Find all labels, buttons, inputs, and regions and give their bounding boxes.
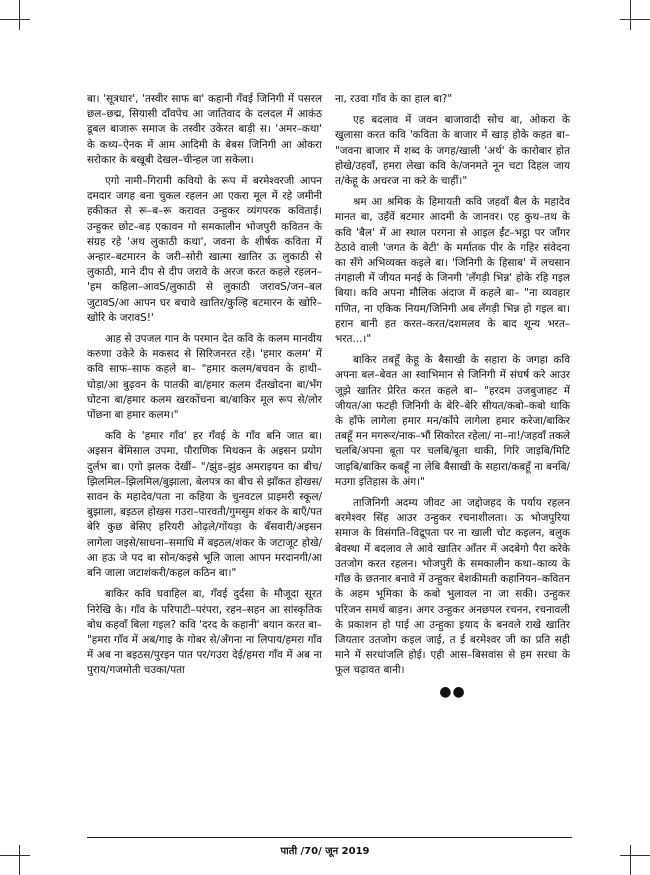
- page-footer: पाती /70/ जून 2019: [280, 846, 370, 857]
- paragraph: कवि के 'हमार गाँव' हर गँवई के गाँव बनि जात बा। अइसन बेमिसाल उपमा, पौराणिक मिथकन के अइसन प्रयोग दुर्लभ बा। एगो झलक देखीं– "/झुंड–झुंड अमराइयन का बीच/झिलमिल–झिलमिल/बुझाला, बेलपत्र का बीच से झाँकत होखस/सावन के महादेव/पता ना कहिया के चुनवटल प्राइमरी स्कूल/बुझाला, बइठल होखस गउरा–पारवती/गुमसुम शंकर के बाएँ/पत बेरि कुछ बेसिए हरियरी ओढ़ले/गोंयड़ा के बँसवारी/अइसन लागेला जइसे/साधना–समाधि में बइठल/शंकर के जटाजूट होखे/आ हऊ जे पद बा सोन/कइसे भूलि जाला आपन मरदानगी/आ बनि जाला जटाशंकरी/कहल कठिन बा।": [87, 430, 322, 580]
- paragraph: बाकिर कवि घवाहिल बा, गँवई दुर्दसा के मौजूदा सूरत निरेखि के। गाँव के परिपाटी–परंपरा, रहन–सहन आ सांस्कृतिक बोध कहवाँ बिला गइल? कवि 'दरद के कहानी' बयान करत बा– "हमरा गाँव में अब/गाइ के गोबर से/अँगना ना लिपाय/हमरा गाँव में अब ना बइठस/पुरइन पात पर/गउरा देई/हमरा गाँव में अब ना पुराय/गजमोती चउका/पता: [87, 588, 322, 677]
- left-column: [87, 92, 322, 685]
- paragraph: एह बदलाव में जवन बाजावादी सोच बा, ओकरा के खुलासा करत कवि 'कविता के बाजार में खाड़ होके कहत बा– "जवना बाजार में शब्द के जगह/खाली 'अर्थ' के कारोबार होत होखे/उहवाँ, हमरा लेखा कवि के/जनमते नून चटा दिहल जाय त/केहू के अचरज ना करे के चाहीं।": [335, 114, 570, 188]
- paragraph: बा। 'सूत्रधार', 'तस्वीर साफ बा' कहानी गँवई जिनिगी में पसरल छल–छद्म, सियासी दाँवपेच आ जातिवाद के दलदल में आकंठ डूबल बाजारू समाज के तस्वीर उकेरत बाड़ी स। 'अमर–कथा' के कथ्य–ऐनक में आम आदिमी के बेबस जिनिगी आ ओकरा सरोकार के बखूबी देखल–चीन्हल जा सकेला।: [87, 93, 322, 166]
- paragraph: एगो नामी–गिरामी कवियो के रूप में बरमेश्वरजी आपन दमदार जगह बना चुकल रहलन आ एकरा मूल में रहे जमीनी हकीकत से रू–ब–रू करावत उन्हुकर व्यंगपरक कविताई। उन्हुकर छोट–बड़ एकावन गो समकालीन भोजपुरी कवितन के संग्रह रहे 'अथ लुकाठी कथा', जवना के शीर्षक कविता में अन्हार–बटमारन के जरी–सोरी खात्मा खातिर ऊ लुकाठी से लुकाठी, माने दीप से दीप जरावे के अरज करत कहले रहलन– 'हम कहिला–आवS/लुकाठी से लुकाठी जरावS/जन–बल जुटावS/आ आपन घर बचावे खातिर/कुल्हि बटमारन के खोरि–खोरि के जरावS!': [87, 175, 322, 324]
- footer-rule: [87, 837, 572, 838]
- paragraph: ना, रउवा गाँव के का हाल बा?": [335, 93, 453, 105]
- paragraph: बाकिर तबहूँ केहू के बैसाखी के सहारा के जगहा कवि अपना बल–बेवत आ स्वाभिमान से जिनिगी में संघर्ष करे आउर जूझे खातिर प्रेरित करत कहले बा– "हरदम उजबुजाहट में जीयत/आ फटही जिनिगी के बेरि–बेरि सीयत/कबो–कबो थाकि के हाँफे लागेला हमार मन/काँपे लागेला हमार करेजा/बाकिर तबहूँ मन मगरूर/नाक–भौं सिकोरत रहेला/ ना–ना!/जहवाँ तकले चलबि/अपना बूता पर चलबि/बूता थाकी, गिरि जाइबि/मिटि जाइबि/बाकिर कबहूँ ना लेबि बैसाखी के सहारा/कबहूँ ना बनबि/मउगा इतिहास के अंग।": [335, 354, 570, 488]
- right-column: [335, 92, 570, 700]
- crop-mark-top-right: [610, 0, 650, 40]
- crop-mark-top-left: [0, 0, 40, 40]
- paragraph: श्रम आ श्रमिक के हिमायती कवि जहवाँ बैल के महादेव मानत बा, उहँवें बटमार आदमी के जानवर। एह कुथ–तथ के कवि 'बैल' में आ स्थाल परगना से आइल ईंट–भट्ठा पर जाँगर ठेठावे वाली 'जगत के बेटी' के मर्मातक पीर के गहिर संवेदना का सँगे अभिव्यक्त कइले बा। 'जिनिगी के हिसाब' में लचसान तंगहाली में जीयत मनई के जिनगी 'लँगड़ी भिन्न' होके रहि गइल बिया। कवि अपना मौलिक अंदाज में कहले बा– "ना व्यवहार गणित, ना एकिक नियम/जिनिगी अब लँगड़ी भिन्न हो गइल बा। हरान बानी हत करत–करत/दशमलव के बाद शून्य भरत–भरत...।": [335, 196, 570, 346]
- end-of-article-mark: ●●: [439, 683, 466, 700]
- paragraph: आह से उपजल गान के परमान देत कवि के कलम मानवीय करुणा उकेरे के मकसद से सिरिजनरत रहे। 'हमार कलम' में कवि साफ–साफ कहले बा– "हमार कलम/बचवन के हाथी–घोड़ा/आ बुढ़वन के पातकी बा/हमार कलम दँतखोदना बा/भँग घोटना बा/हमार कलम खरकोंचना बा/बाकिर मूल रूप से/लोर पोंछना बा हमार कलम।": [87, 333, 322, 422]
- paragraph: ताजिनिगी अदम्य जीवट आ जद्दोजहद के पर्याय रहलन बरमेश्वर सिंह आउर उन्हुकर रचनाशीलता। ऊ भोजपुरिया समाज के विसंगति–विद्रूपता पर ना खाली चोट कइलन, बलुक बेवस्था में बदलाव ले आवे खातिर आँतर में अदबेगो पैरा करेके उतजोग करत रहलन। भोजपुरी के समकालीन कथा–काव्य के गाँछ के छतनार बनावे में उन्हुकर बेशकीमती कहानियन–कवितन के अहम भूमिका के कबो भुलावल ना जा सकी। उन्हुकर परिजन समर्थ बाड़न। अगर उन्हुकर अनछपल रचनन, रचनावली के प्रकाशन हो पाई आ उन्हुका इयाद के बनवले राखे खातिर जियतार उतजोग कइल जाई, त ई बरमेश्वर जी का प्रति सही माने में सरधांजलि होई। एही आस–बिसवांस से हम सरधा के फूल चढ़ावत बानी।: [335, 497, 570, 677]
